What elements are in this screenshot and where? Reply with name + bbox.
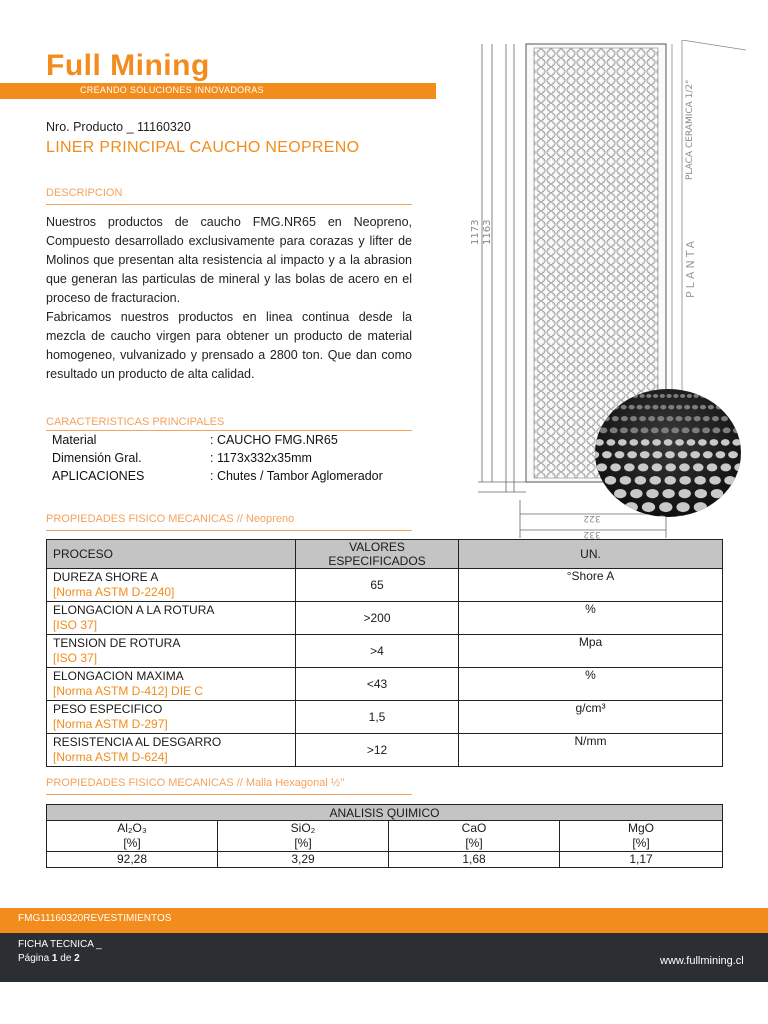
rubber-stud: [633, 394, 638, 398]
footer-ficha-label: FICHA TECNICA _: [18, 939, 102, 950]
rubber-stud: [662, 489, 674, 498]
placa-ceramica-label: PLACA CERAMICA 1/2": [685, 79, 695, 180]
rubber-stud: [602, 451, 612, 458]
rubber-stud: [724, 476, 736, 485]
description-paragraph-2: Fabricamos nuestros productos en linea continua desde la mezcla de caucho virgen para obtener un producto de material homogeneo, vulvanizado y prensado a 2800 ton. Que dan como resultado un producto de alta calidad.: [46, 310, 412, 381]
rubber-stud: [687, 394, 692, 398]
rubber-stud: [599, 427, 607, 433]
feature-key: APLICACIONES: [52, 469, 145, 483]
rubber-stud: [680, 394, 685, 398]
rubber-stud: [615, 451, 625, 458]
rubber-stud: [606, 439, 615, 446]
table-row: [47, 701, 723, 734]
features-divider: [46, 430, 412, 431]
properties-neoprene-divider: [46, 530, 412, 531]
rubber-stud: [630, 416, 637, 421]
compound-unit: [%]: [294, 836, 312, 850]
rubber-stud: [694, 416, 701, 421]
rubber-stud: [687, 439, 696, 446]
rubber-stud: [730, 416, 737, 421]
table-row: [47, 734, 723, 767]
rubber-stud: [721, 394, 726, 398]
rubber-stud: [603, 416, 610, 421]
compound-name: CaO: [461, 821, 487, 835]
rubber-stud: [624, 463, 635, 471]
description-heading: DESCRIPCION: [46, 187, 123, 199]
unit-cell: %: [459, 602, 723, 635]
rubber-stud: [676, 405, 682, 410]
compound-cell: [389, 821, 560, 852]
process-norm: [Norma ASTM D-297]: [53, 717, 168, 731]
rubber-stud: [740, 405, 742, 410]
value-cell: 1,5: [296, 701, 459, 734]
rubber-stud: [739, 416, 742, 421]
unit-cell: %: [459, 668, 723, 701]
rubber-stud: [671, 427, 679, 433]
process-norm: [Norma ASTM D-2240]: [53, 585, 175, 599]
rubber-stud: [684, 405, 690, 410]
compound-unit: [%]: [465, 836, 483, 850]
properties-neoprene-heading: PROPIEDADES FISICO MECANICAS // Neopreno: [46, 513, 295, 525]
rubber-stud: [597, 405, 603, 410]
rubber-stud: [668, 405, 674, 410]
rubber-stud: [594, 516, 595, 518]
rubber-stud: [635, 476, 647, 485]
rubber-stud: [626, 394, 631, 398]
dim-1163-label: 1163: [482, 219, 493, 245]
brand-logo: Full Mining: [46, 49, 210, 82]
rubber-stud: [690, 451, 700, 458]
dim-1173-label: 1173: [470, 219, 481, 245]
rubber-stud: [651, 427, 659, 433]
footer-document-code: FMG11160320REVESTIMIENTOS: [18, 913, 172, 924]
page-total: 2: [74, 953, 80, 964]
rubber-stud: [707, 394, 712, 398]
rubber-stud: [664, 439, 673, 446]
rubber-stud: [703, 416, 710, 421]
rubber-stud: [612, 416, 619, 421]
rubber-stud: [614, 489, 626, 498]
compound-unit: [%]: [632, 836, 650, 850]
process-cell: [47, 602, 296, 635]
properties-table: [46, 539, 723, 767]
compound-cell: [47, 821, 218, 852]
rubber-stud: [640, 451, 650, 458]
rubber-stud: [676, 502, 689, 512]
process-cell: [47, 668, 296, 701]
process-name: RESISTENCIA AL DESGARRO: [53, 735, 222, 749]
rubber-stud: [594, 502, 603, 512]
unit-cell: g/cm³: [459, 701, 723, 734]
dim-332-label: 332: [583, 529, 601, 539]
process-norm: [ISO 37]: [53, 618, 98, 632]
rubber-stud: [694, 502, 707, 512]
rubber-stud: [721, 416, 728, 421]
table-header-row: [47, 540, 723, 569]
rubber-stud: [673, 394, 678, 398]
rubber-stud: [679, 489, 691, 498]
rubber-stud: [594, 394, 597, 398]
rubber-stud: [694, 476, 706, 485]
table-row: [47, 821, 723, 852]
compound-name: SiO₂: [290, 821, 316, 835]
properties-mesh-heading: PROPIEDADES FISICO MECANICAS // Malla Hexagonal ½’’: [46, 777, 345, 789]
rubber-stud: [700, 394, 705, 398]
rubber-stud: [620, 476, 632, 485]
rubber-stud: [703, 451, 713, 458]
rubber-stud: [678, 451, 688, 458]
rubber-stud: [723, 427, 731, 433]
compound-unit: [%]: [123, 836, 141, 850]
rubber-stud: [618, 439, 627, 446]
process-name: DUREZA SHORE A: [53, 570, 159, 584]
rubber-stud: [716, 451, 726, 458]
rubber-stud: [636, 516, 650, 518]
table-row: [47, 635, 723, 668]
rubber-stud: [613, 405, 619, 410]
header-valores: VALORES ESPECIFICADOS: [296, 540, 459, 569]
rubber-stud: [711, 502, 724, 512]
process-name: PESO ESPECIFICO: [53, 702, 163, 716]
rubber-stud: [638, 463, 649, 471]
rubber-stud: [682, 427, 690, 433]
rubber-stud: [627, 451, 637, 458]
table-row: [47, 852, 723, 868]
process-name: ELONGACION A LA ROTURA: [53, 603, 215, 617]
rubber-stud: [710, 516, 724, 518]
rubber-stud: [711, 489, 723, 498]
rubber-stud: [594, 416, 601, 421]
process-name: TENSION DE ROTURA: [53, 636, 181, 650]
rubber-stud: [732, 405, 738, 410]
rubber-stud: [621, 405, 627, 410]
product-title: LINER PRINCIPAL CAUCHO NEOPRENO: [46, 139, 360, 156]
product-number: Nro. Producto _ 11160320: [46, 120, 191, 134]
rubber-stud: [734, 394, 739, 398]
rubber-stud: [630, 427, 638, 433]
rubber-stud: [702, 427, 710, 433]
unit-cell: °Shore A: [459, 569, 723, 602]
table-row: [47, 602, 723, 635]
rubber-stud: [716, 405, 722, 410]
rubber-stud: [648, 416, 655, 421]
rubber-stud: [741, 394, 742, 398]
rubber-stud: [727, 489, 739, 498]
page-of: de: [57, 953, 75, 964]
rubber-stud: [675, 439, 684, 446]
rubber-stud: [733, 427, 741, 433]
header-unidad: UN.: [459, 540, 723, 569]
rubber-stud: [692, 427, 700, 433]
rubber-stud: [712, 416, 719, 421]
rubber-stud: [594, 405, 595, 410]
rubber-stud: [664, 476, 676, 485]
page-prefix: Página: [18, 953, 52, 964]
process-cell: [47, 734, 296, 767]
rubber-stud: [652, 463, 663, 471]
rubber-stud: [695, 489, 707, 498]
compound-value: 92,28: [47, 852, 218, 868]
compound-value: 3,29: [218, 852, 389, 868]
rubber-stud: [660, 405, 666, 410]
rubber-stud: [721, 439, 730, 446]
rubber-stud: [659, 502, 672, 512]
rubber-stud: [653, 394, 658, 398]
rubber-stud: [660, 394, 665, 398]
compound-name: Al₂O₃: [117, 821, 147, 835]
rubber-stud: [650, 476, 662, 485]
rubber-stud: [698, 439, 707, 446]
unit-cell: Mpa: [459, 635, 723, 668]
rubber-stud: [724, 405, 730, 410]
rubber-stud: [712, 427, 720, 433]
rubber-stud: [594, 476, 601, 485]
rubber-stud: [692, 516, 706, 518]
rubber-stud: [596, 463, 607, 471]
process-cell: [47, 701, 296, 734]
rubber-stud: [605, 476, 617, 485]
rubber-stud: [666, 416, 673, 421]
rubber-stud: [642, 502, 655, 512]
rubber-stud: [610, 463, 621, 471]
compound-cell: [218, 821, 389, 852]
rubber-stud: [709, 439, 718, 446]
rubber-stud: [708, 405, 714, 410]
process-norm: [Norma ASTM D-412] DIE C: [53, 684, 204, 698]
rubber-stud: [599, 516, 613, 518]
description-body: [46, 213, 412, 384]
chemical-analysis-title: ANALISIS QUIMICO: [47, 805, 723, 821]
compound-value: 1,17: [560, 852, 723, 868]
rubber-stud: [679, 463, 690, 471]
rubber-stud: [652, 405, 658, 410]
footer-dark-bar: [0, 933, 768, 982]
feature-value: : CAUCHO FMG.NR65: [210, 433, 338, 447]
rubber-stud: [661, 427, 669, 433]
tagline: CREANDO SOLUCIONES INNOVADORAS: [80, 85, 264, 95]
rubber-stud: [692, 405, 698, 410]
rubber-stud: [707, 463, 718, 471]
rubber-stud: [644, 405, 650, 410]
table-title-row: [47, 805, 723, 821]
planta-label: PLANTA: [684, 237, 697, 298]
rubber-stud: [679, 476, 691, 485]
rubber-stud: [606, 394, 611, 398]
feature-key: Dimensión Gral.: [52, 451, 142, 465]
rubber-stud: [694, 394, 699, 398]
rubber-stud: [729, 516, 742, 518]
rubber-stud: [605, 405, 611, 410]
rubber-stud: [709, 476, 721, 485]
description-paragraph-1: Nuestros productos de caucho FMG.NR65 en Neopreno, Compuesto desarrollado exclusivamente para corazas y lifter de Molinos que presentan alta resistencia al impacto y a la abrasion que generan las particulas de mineral y las bolas de acero en el proceso de fracturacion.: [46, 215, 412, 305]
compound-name: MgO: [627, 821, 654, 835]
header-proceso: PROCESO: [47, 540, 296, 569]
rubber-stud: [721, 463, 732, 471]
rubber-stud: [700, 405, 706, 410]
dim-322-label: 322: [583, 513, 601, 523]
rubber-stud: [641, 439, 650, 446]
properties-mesh-divider: [46, 794, 412, 795]
rubber-stud: [618, 516, 632, 518]
feature-key: Material: [52, 433, 97, 447]
rubber-stud: [693, 463, 704, 471]
rubber-stud: [619, 394, 624, 398]
rubber-stud: [646, 489, 658, 498]
compound-value: 1,68: [389, 852, 560, 868]
footer-page-indicator: [18, 953, 80, 964]
value-cell: 65: [296, 569, 459, 602]
unit-cell: N/mm: [459, 734, 723, 767]
description-divider: [46, 204, 412, 205]
feature-value: : Chutes / Tambor Aglomerador: [210, 469, 383, 483]
rubber-stud: [732, 439, 741, 446]
rubber-stud: [652, 439, 661, 446]
rubber-stud: [641, 427, 649, 433]
compound-cell: [560, 821, 723, 852]
features-heading: CARACTERISTICAS PRINCIPALES: [46, 416, 225, 428]
rubber-stud: [727, 394, 732, 398]
product-photo: [594, 388, 742, 518]
rubber-stud: [685, 416, 692, 421]
rubber-stud: [665, 463, 676, 471]
page-current: 1: [51, 953, 58, 964]
value-cell: <43: [296, 668, 459, 701]
rubber-stud: [621, 416, 628, 421]
rubber-stud: [612, 394, 617, 398]
process-cell: [47, 635, 296, 668]
rubber-stud: [653, 451, 663, 458]
value-cell: >12: [296, 734, 459, 767]
rubber-stud: [665, 451, 675, 458]
rubber-stud: [739, 476, 742, 485]
rubber-stud: [598, 489, 610, 498]
rubber-stud: [657, 416, 664, 421]
rubber-stud: [595, 439, 604, 446]
feature-value: : 1173x332x35mm: [210, 451, 312, 465]
rubber-stud: [728, 502, 741, 512]
value-cell: >4: [296, 635, 459, 668]
rubber-stud: [607, 502, 620, 512]
rubber-stud: [639, 394, 644, 398]
process-norm: [Norma ASTM D-624]: [53, 750, 168, 764]
rubber-stud: [620, 427, 628, 433]
process-norm: [ISO 37]: [53, 651, 98, 665]
table-row: [47, 668, 723, 701]
rubber-stud: [625, 502, 638, 512]
rubber-stud: [630, 489, 642, 498]
rubber-stud: [728, 451, 738, 458]
rubber-stud: [676, 416, 683, 421]
process-cell: [47, 569, 296, 602]
rubber-stud: [639, 416, 646, 421]
chemical-analysis-table: [46, 804, 723, 868]
value-cell: >200: [296, 602, 459, 635]
rubber-stud: [629, 439, 638, 446]
rubber-stud: [714, 394, 719, 398]
rubber-stud: [636, 405, 642, 410]
rubber-stud: [599, 394, 604, 398]
table-row: [47, 569, 723, 602]
rubber-stud: [646, 394, 651, 398]
rubber-stud: [667, 394, 672, 398]
footer-website-link[interactable]: www.fullmining.cl: [660, 955, 744, 967]
rubber-stud: [610, 427, 618, 433]
process-name: ELONGACION MAXIMA: [53, 669, 184, 683]
rubber-stud: [629, 405, 635, 410]
rubber-stud: [594, 427, 597, 433]
